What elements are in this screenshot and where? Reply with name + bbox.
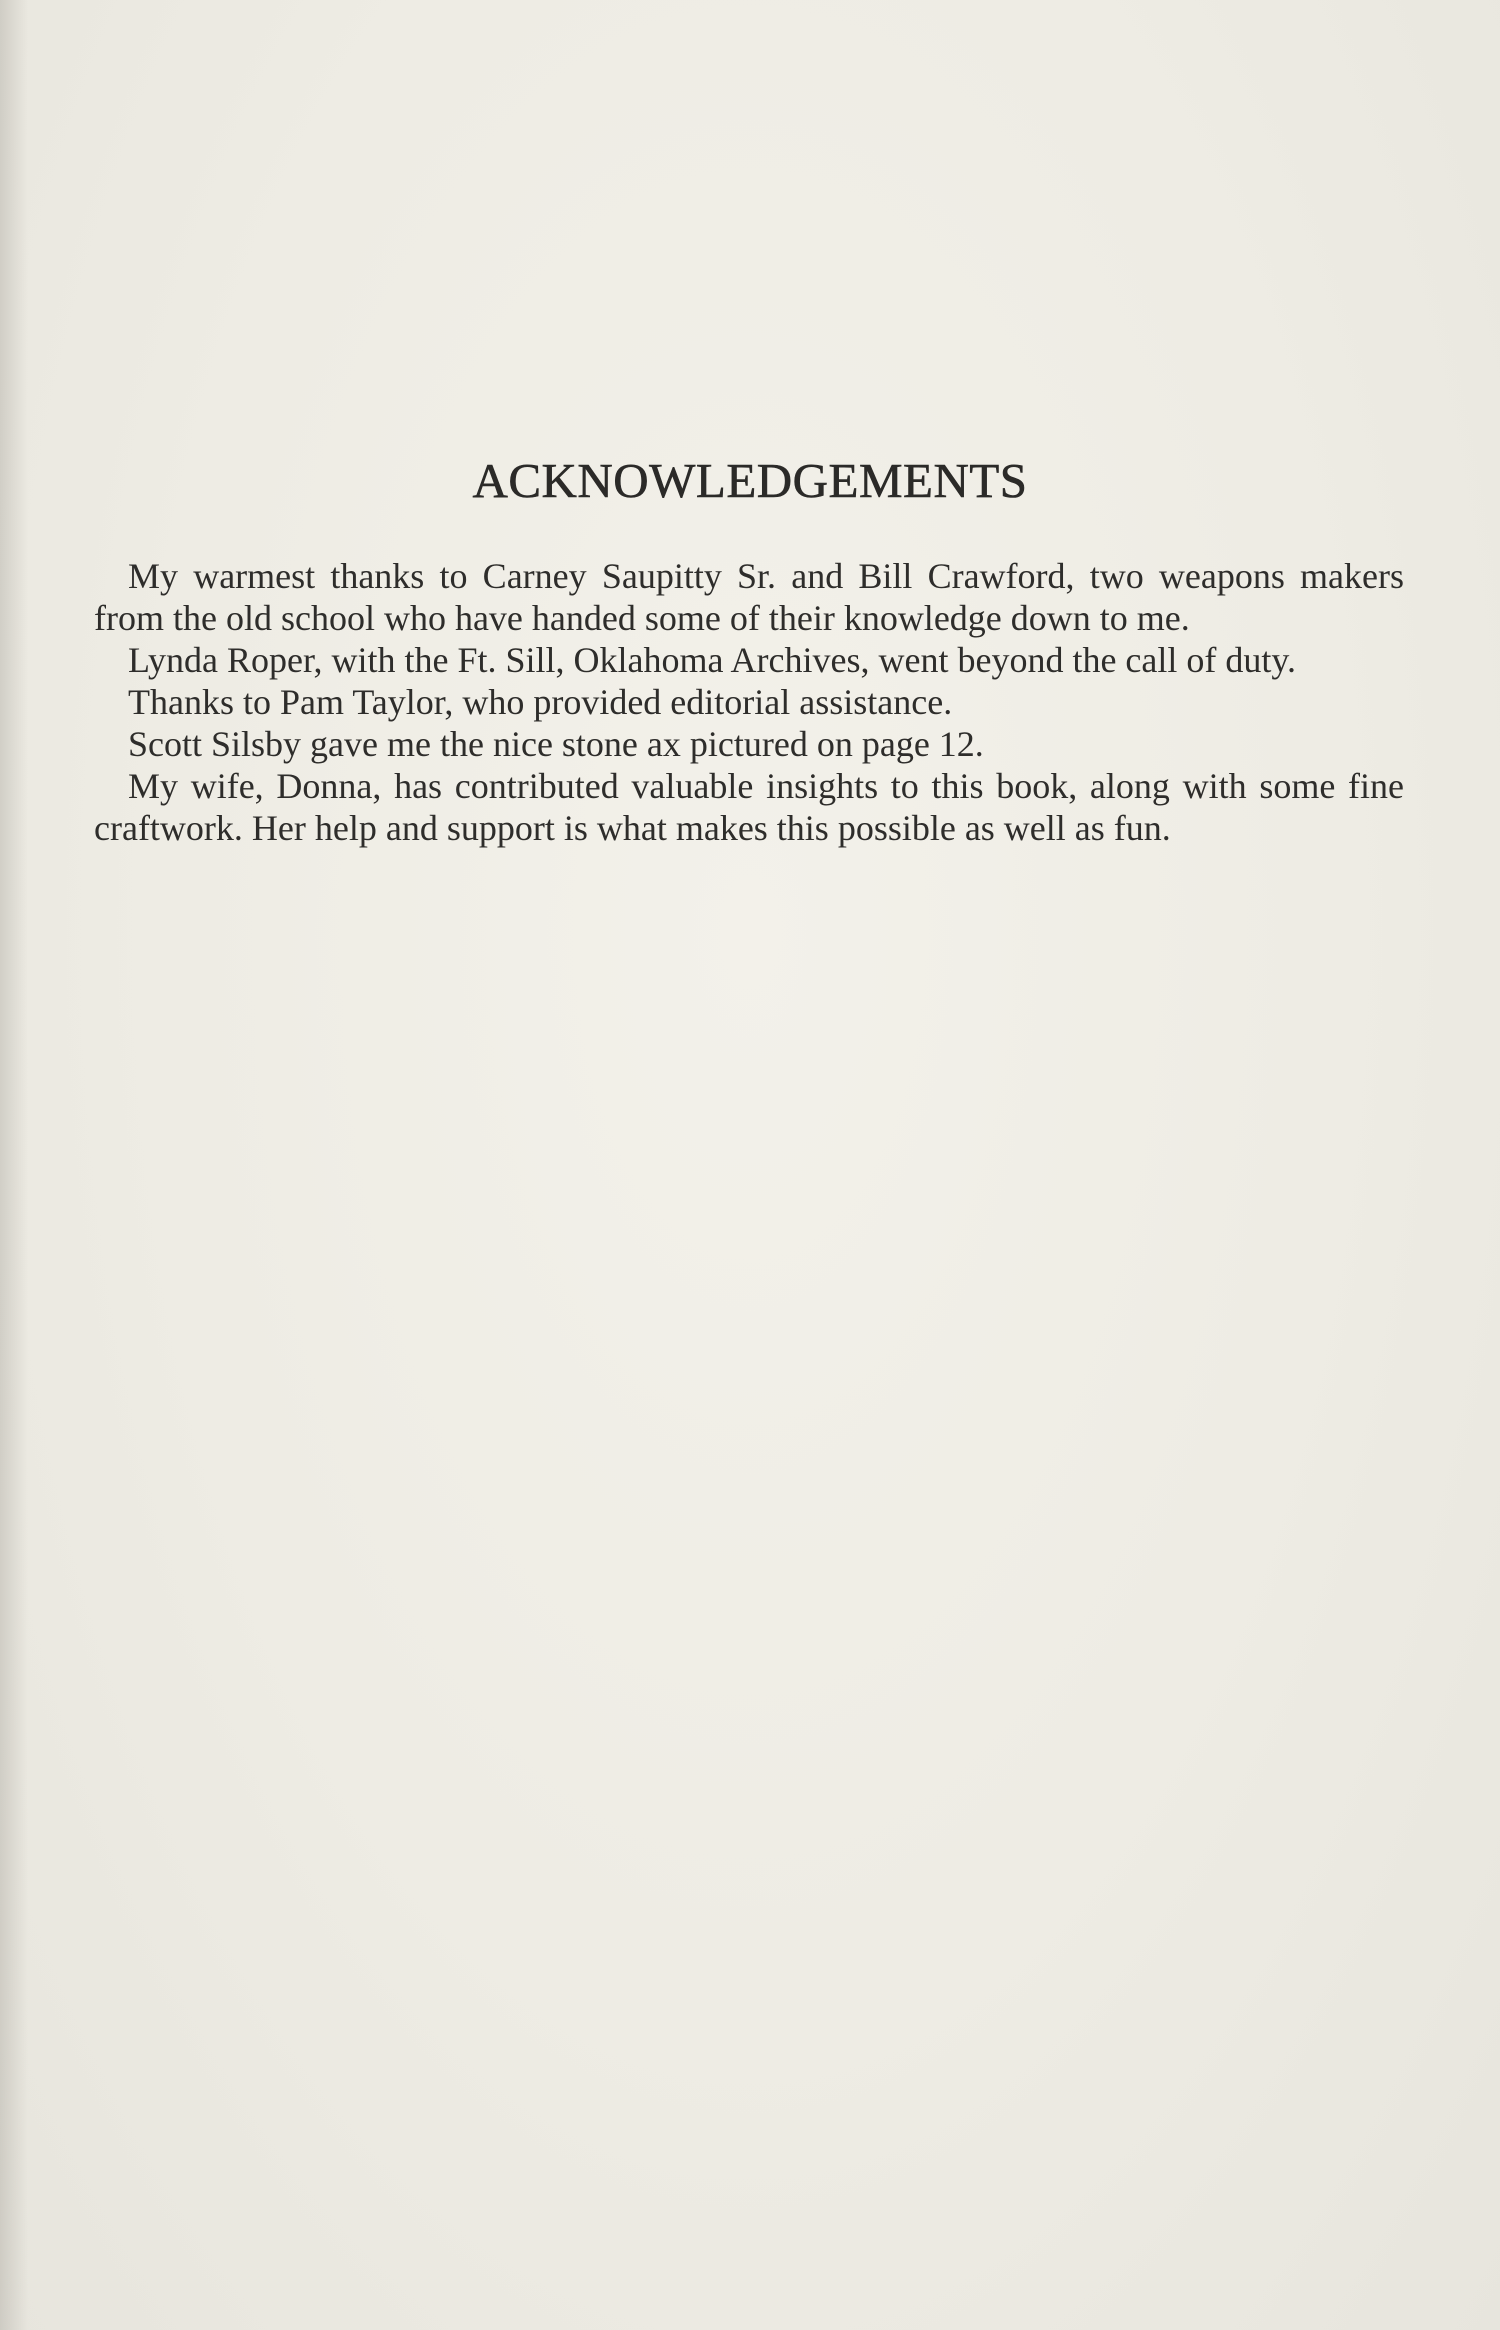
acknowledgements-body (94, 555, 1404, 849)
paragraph-lynda-roper: Lynda Roper, with the Ft. Sill, Oklahoma Archives, went beyond the call of duty. (128, 640, 1297, 680)
page-title: ACKNOWLEDGEMENTS (472, 453, 1028, 508)
paragraph-thanks-weapon-makers: My warmest thanks to Carney Saupitty Sr. and Bill Crawford, two weapons makers from the old school who have handed some of their knowledge down to me. (94, 556, 1404, 638)
paragraph-donna: My wife, Donna, has contributed valuable insights to this book, along with some fine craftwork. Her help and support is what makes this possible as well as fun. (94, 766, 1404, 848)
page-edge-shadow (0, 0, 28, 2330)
paragraph-pam-taylor: Thanks to Pam Taylor, who provided editorial assistance. (128, 682, 953, 722)
paragraph-scott-silsby: Scott Silsby gave me the nice stone ax pictured on page 12. (128, 724, 984, 764)
